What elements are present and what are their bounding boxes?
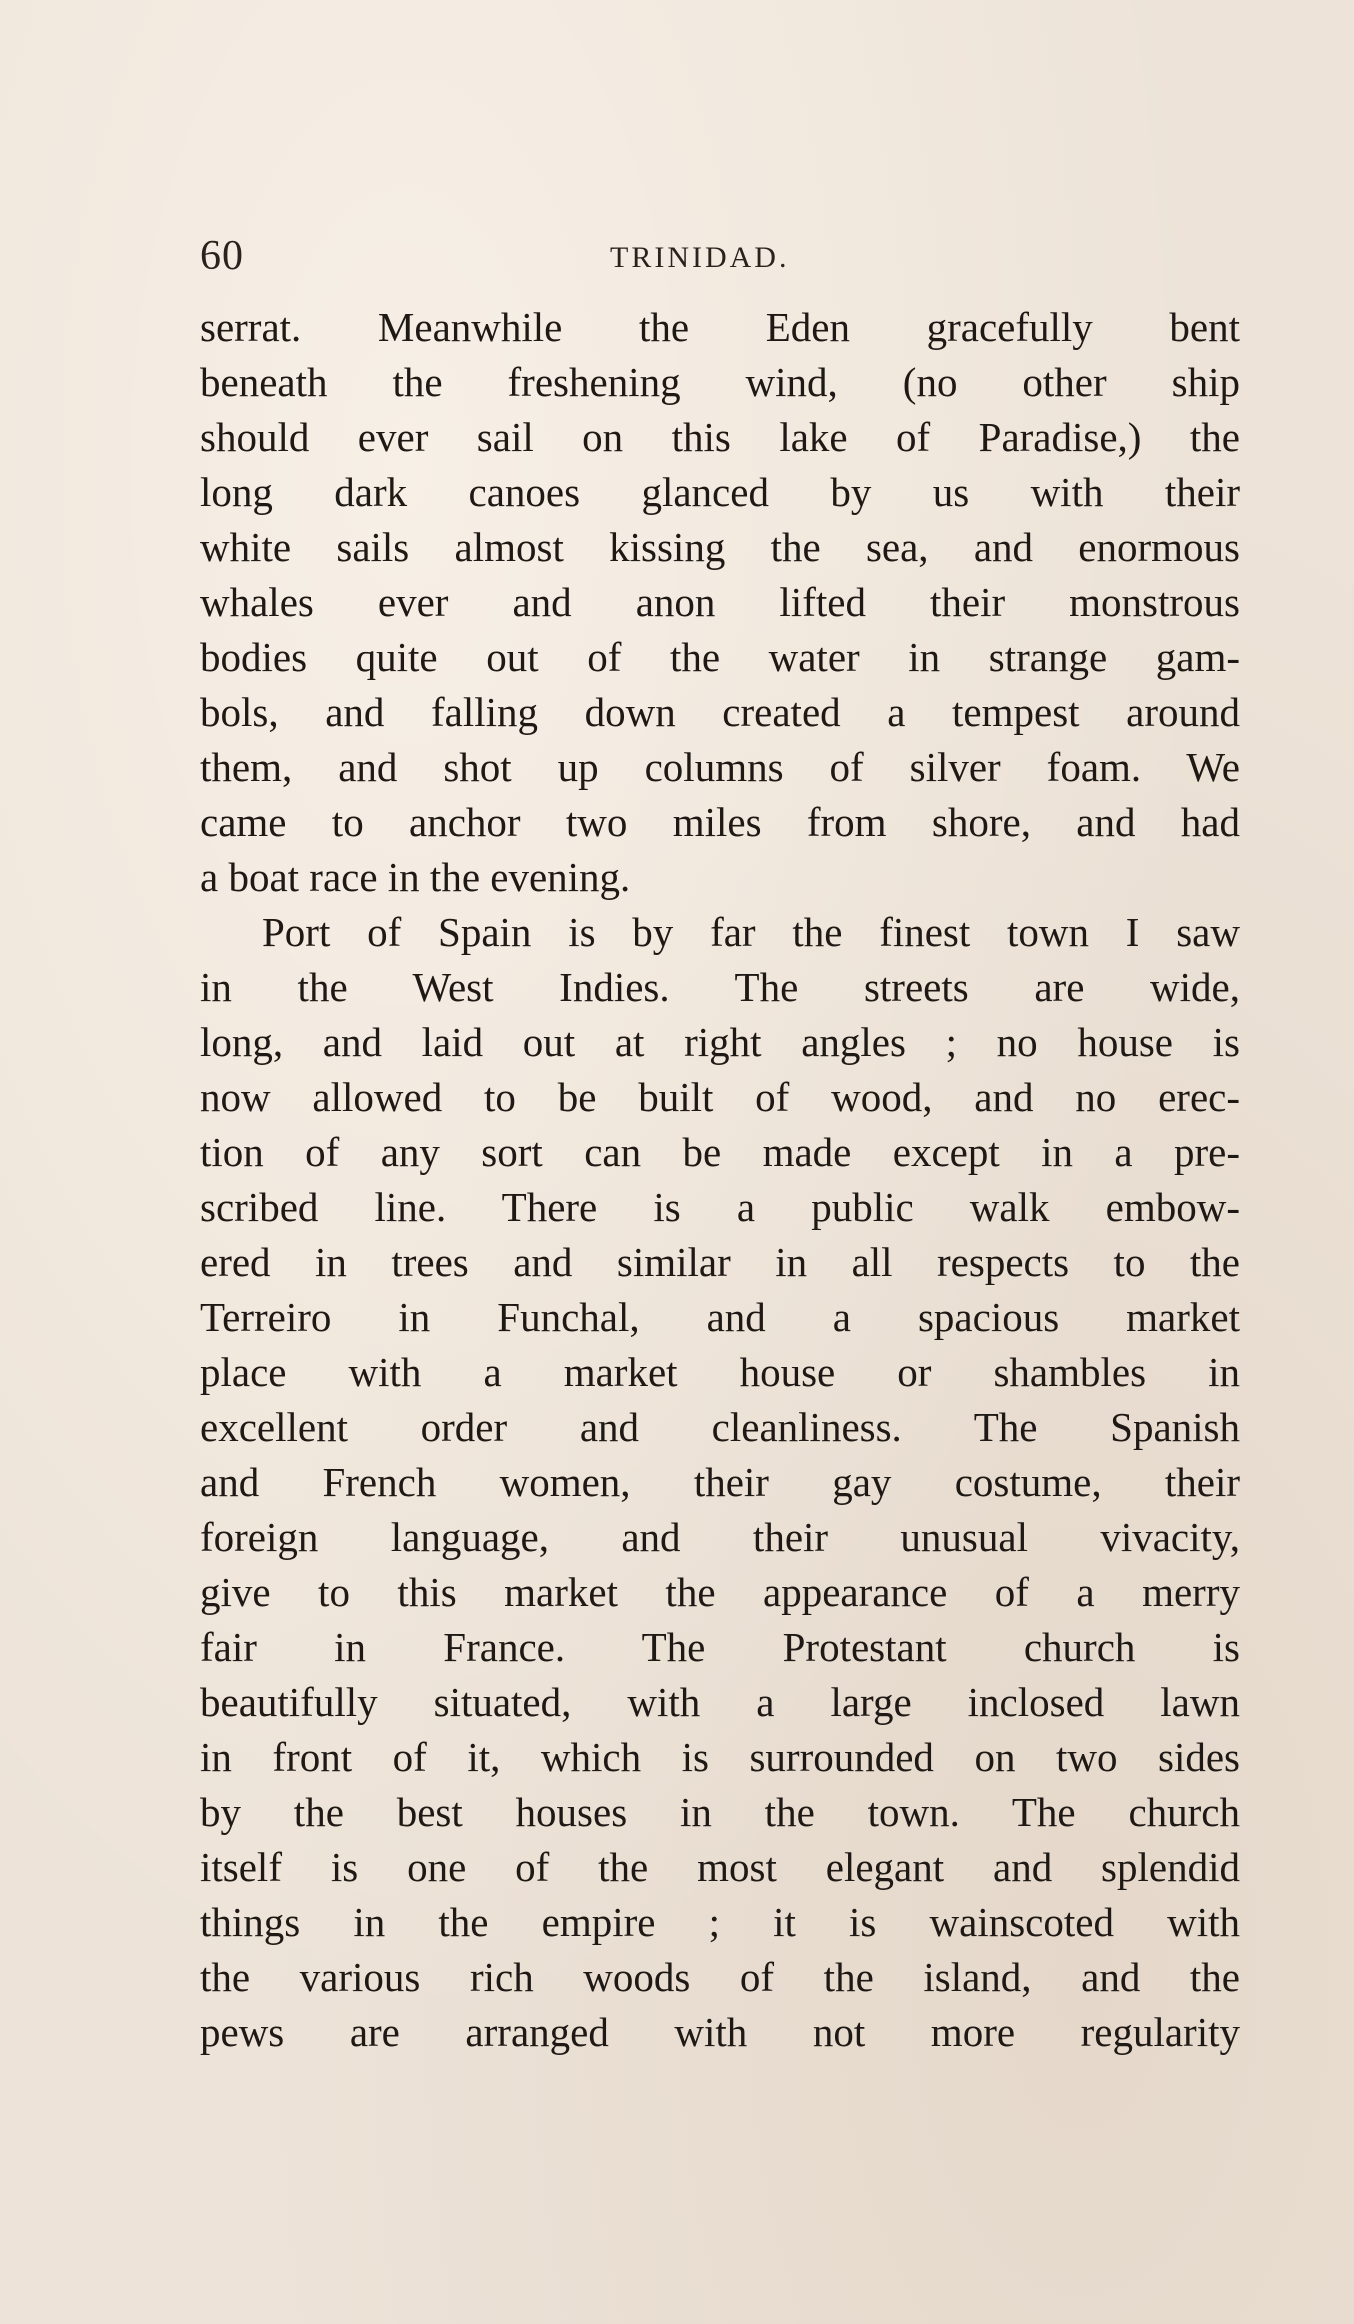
text-line: a boat race in the evening. xyxy=(200,854,631,900)
text-line: Terreiro in Funchal, and a spacious market xyxy=(200,1294,1240,1340)
text-line: white sails almost kissing the sea, and enormous xyxy=(200,524,1240,570)
text-line: should ever sail on this lake of Paradise,) the xyxy=(200,414,1240,460)
text-line: by the best houses in the town. The church xyxy=(200,1789,1240,1835)
text-line: itself is one of the most elegant and splendid xyxy=(200,1844,1240,1890)
text-line: fair in France. The Protestant church is xyxy=(200,1624,1240,1670)
text-line: came to anchor two miles from shore, and had xyxy=(200,799,1240,845)
text-line: them, and shot up columns of silver foam. We xyxy=(200,744,1240,790)
text-line: bodies quite out of the water in strange gam- xyxy=(200,634,1240,680)
text-line: tion of any sort can be made except in a pre- xyxy=(200,1129,1240,1175)
text-line: and French women, their gay costume, their xyxy=(200,1459,1240,1505)
text-line: scribed line. There is a public walk embow- xyxy=(200,1184,1240,1230)
text-line: Port of Spain is by far the finest town I saw xyxy=(262,909,1240,955)
running-head xyxy=(200,226,1240,286)
text-line: bols, and falling down created a tempest around xyxy=(200,689,1240,735)
text-line: the various rich woods of the island, and the xyxy=(200,1954,1240,2000)
text-line: give to this market the appearance of a merry xyxy=(200,1569,1240,1615)
text-line: pews are arranged with not more regularity xyxy=(200,2009,1240,2055)
text-line: excellent order and cleanliness. The Spanish xyxy=(200,1404,1240,1450)
text-line: in the West Indies. The streets are wide, xyxy=(200,964,1240,1010)
body-text xyxy=(200,300,1240,2060)
text-line: ered in trees and similar in all respects to the xyxy=(200,1239,1240,1285)
text-line: serrat. Meanwhile the Eden gracefully bent xyxy=(200,304,1240,350)
text-line: now allowed to be built of wood, and no erec- xyxy=(200,1074,1240,1120)
text-line: in front of it, which is surrounded on two sides xyxy=(200,1734,1240,1780)
text-line: beneath the freshening wind, (no other ship xyxy=(200,359,1240,405)
text-line: long dark canoes glanced by us with their xyxy=(200,469,1240,515)
text-line: beautifully situated, with a large inclosed lawn xyxy=(200,1679,1240,1725)
text-line: long, and laid out at right angles ; no house is xyxy=(200,1019,1240,1065)
text-line: things in the empire ; it is wainscoted with xyxy=(200,1899,1240,1945)
page-number: 60 xyxy=(200,233,244,279)
text-line: foreign language, and their unusual vivacity, xyxy=(200,1514,1240,1560)
text-line: place with a market house or shambles in xyxy=(200,1349,1240,1395)
text-line: whales ever and anon lifted their monstrous xyxy=(200,579,1240,625)
running-title: TRINIDAD. xyxy=(610,241,790,274)
